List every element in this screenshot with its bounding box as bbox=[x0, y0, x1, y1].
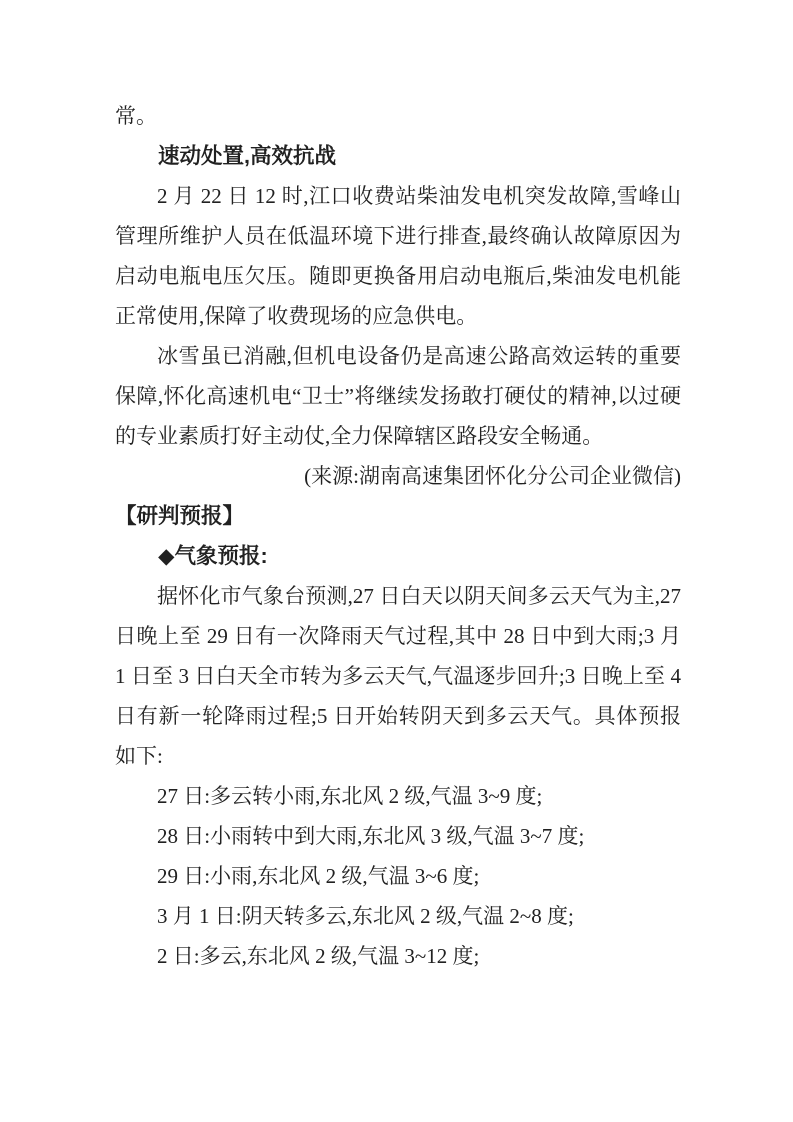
weather-forecast-heading: ◆气象预报: bbox=[158, 544, 268, 568]
paragraph-continuation: 常。 bbox=[115, 104, 157, 128]
section-heading-forecast: 【研判预报】 bbox=[115, 504, 245, 528]
subsection-heading: 速动处置,高效抗战 bbox=[158, 144, 336, 168]
forecast-line-mar1: 3 月 1 日:阴天转多云,东北风 2 级,气温 2~8 度; bbox=[157, 904, 574, 928]
forecast-line-day29: 29 日:小雨,东北风 2 级,气温 3~6 度; bbox=[157, 864, 480, 888]
forecast-line-day28: 28 日:小雨转中到大雨,东北风 3 级,气温 3~7 度; bbox=[157, 824, 585, 848]
paragraph-incident-report: 2 月 22 日 12 时,江口收费站柴油发电机突发故障,雪峰山管理所维护人员在低温环境下进行排查,最终确认故障原因为启动电瓶电压欠压。随即更换备用启动电瓶后,柴油发电机能正常使用,保障了收费现场的应急供电。 bbox=[115, 184, 681, 328]
paragraph-closing-summary: 冰雪虽已消融,但机电设备仍是高速公路高效运转的重要保障,怀化高速机电“卫士”将继续发扬敢打硬仗的精神,以过硬的专业素质打好主动仗,全力保障辖区路段安全畅通。 bbox=[115, 344, 681, 448]
paragraph-weather-intro: 据怀化市气象台预测,27 日白天以阴天间多云天气为主,27 日晚上至 29 日有一次降雨天气过程,其中 28 日中到大雨;3 月 1 日至 3 日白天全市转为多云天气,气温逐步回升;3 日晚上至 4 日有新一轮降雨过程;5 日开始转阴天到多云天气。具体预报如下: bbox=[115, 584, 681, 768]
forecast-line-mar2: 2 日:多云,东北风 2 级,气温 3~12 度; bbox=[157, 944, 480, 968]
source-attribution: (来源:湖南高速集团怀化分公司企业微信) bbox=[304, 464, 681, 488]
forecast-line-day27: 27 日:多云转小雨,东北风 2 级,气温 3~9 度; bbox=[157, 784, 543, 808]
